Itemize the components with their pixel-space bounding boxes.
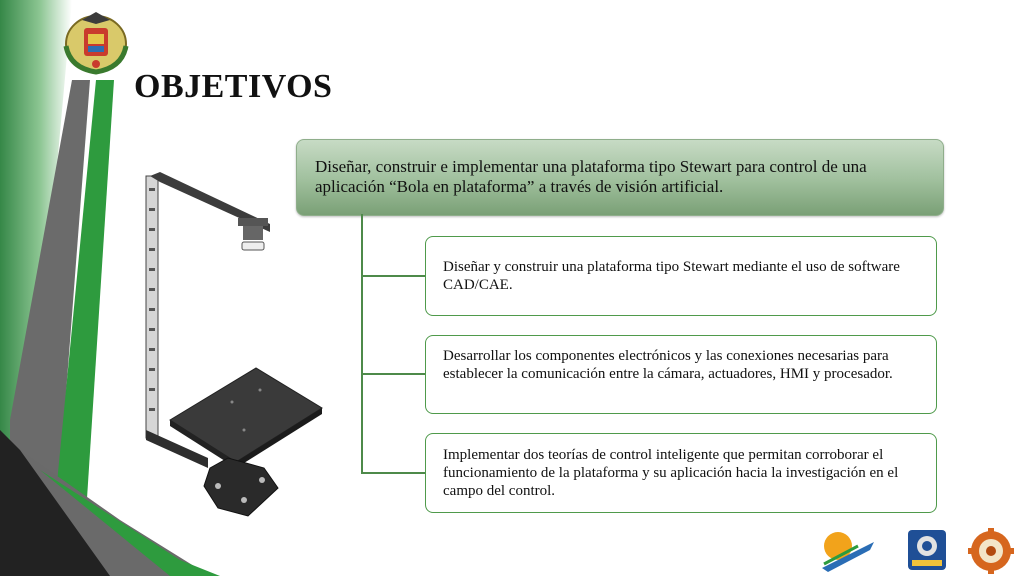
tree-connector-vertical [361,214,363,473]
main-objective-box [296,139,944,216]
specific-objective-text-2: Desarrollar los componentes electrónicos y las conexiones necesarias para establecer la comunicación entre la cámara, actuadores, HMI y procesador. [443,348,893,382]
stewart-platform-illustration [138,168,328,523]
specific-objective-text-3: Implementar dos teorías de control inteligente que permitan corroborar el funcionamiento de la plataforma y su aplicación hacia la investigación en el campo del control. [443,447,899,499]
tree-connector-branch-1 [361,275,425,277]
tree-connector-branch-2 [361,373,425,375]
specific-objective-box-1 [425,236,937,316]
main-objective-text: Diseñar, construir e implementar una plataforma tipo Stewart para control de una aplicación “Bola en plataforma” a través de visión artificial. [315,157,867,196]
mechatronics-logo [906,528,948,572]
specific-objective-box-3 [425,433,937,513]
specific-objective-box-2 [425,335,937,414]
slide-title: OBJETIVOS [134,68,333,105]
tree-connector-branch-3 [361,472,425,474]
specific-objective-text-1: Diseñar y construir una plataforma tipo Stewart mediante el uso de software CAD/CAE. [443,259,900,293]
ascending-logo [818,528,878,572]
gear-logo [968,528,1014,574]
university-crest-logo [60,6,132,76]
